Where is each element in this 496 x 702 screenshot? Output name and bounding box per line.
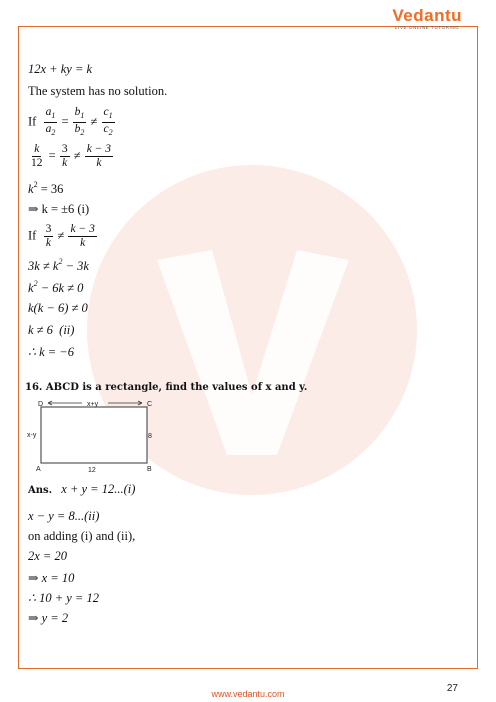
- answer-line: Ans. x + y = 12...(i): [28, 482, 136, 496]
- fraction: $\frac{k - 3}{k}$: [86, 143, 112, 169]
- equation-line: k(k − 6) ≠ 0: [28, 301, 88, 315]
- rectangle-shape: [41, 407, 147, 463]
- answer-line: ∴ 10 + y = 12: [28, 591, 99, 605]
- right-side-label: 8: [148, 433, 152, 440]
- answer-label: Ans.: [28, 485, 53, 496]
- rectangle-diagram: [26, 396, 158, 474]
- fraction: $\frac{c_1}{c_2}$: [103, 106, 113, 137]
- equation-line: k ≠ 6 (ii): [28, 323, 75, 337]
- answer-line: 2x = 20: [28, 549, 67, 563]
- fraction: $\frac{3}{k}$: [61, 143, 68, 169]
- ratio-substitution-line: $\frac{k}{12}$ = $\frac{3}{k}$ ≠ $\frac{k - 3}{k}$: [31, 143, 112, 169]
- condition-line: If $\frac{3}{k}$ ≠ $\frac{k - 3}{k}$: [28, 223, 95, 249]
- corner-label-b: B: [147, 466, 152, 473]
- fraction: $\frac{3}{k}$: [45, 223, 52, 249]
- if-word: If: [28, 114, 37, 129]
- equation-line: $k^2 - 6k \ne 0$: [28, 279, 84, 295]
- statement-line: The system has no solution.: [28, 84, 168, 98]
- left-side-label: x-y: [27, 432, 37, 439]
- page-number: 27: [446, 683, 458, 694]
- fraction: $\frac{k}{12}$: [31, 143, 43, 169]
- corner-label-a: A: [36, 466, 41, 473]
- top-side-label: x+y: [87, 401, 99, 408]
- fraction: $\frac{b_1}{b_2}$: [74, 106, 85, 137]
- equation-line: $k^2 = 36$: [28, 180, 64, 196]
- equation-line: 12x + ky = k: [28, 62, 93, 76]
- fraction: $\frac{a_1}{a_2}$: [45, 106, 56, 137]
- footer-link[interactable]: www.vedantu.com: [211, 689, 285, 699]
- equation-line: $3k \ne k^2 - 3k$: [28, 257, 89, 273]
- vedantu-logo: [392, 6, 462, 30]
- answer-line: x − y = 8...(ii): [28, 509, 100, 523]
- logo-wordmark: Vedantu: [392, 6, 462, 25]
- fraction: $\frac{k - 3}{k}$: [70, 223, 95, 249]
- logo-tagline: LIVE ONLINE TUTORING: [395, 25, 460, 30]
- equation-line: ⇒ k = ±6 (i): [28, 202, 90, 216]
- corner-label-c: C: [147, 401, 153, 408]
- corner-label-d: D: [38, 401, 44, 408]
- bottom-side-label: 12: [88, 467, 96, 474]
- answer-line: ⇒ y = 2: [28, 611, 69, 625]
- equation-line: ∴ k = −6: [28, 345, 74, 359]
- question-heading: 16. ABCD is a rectangle, find the values of x and y.: [25, 382, 308, 393]
- answer-line: on adding (i) and (ii),: [28, 529, 136, 543]
- ratio-condition-line: If $\frac{a_1}{a_2}$ = $\frac{b_1}{b_2}$ ≠ $\frac{c_1}{c_2}$: [28, 106, 113, 137]
- answer-line: ⇒ x = 10: [28, 571, 75, 585]
